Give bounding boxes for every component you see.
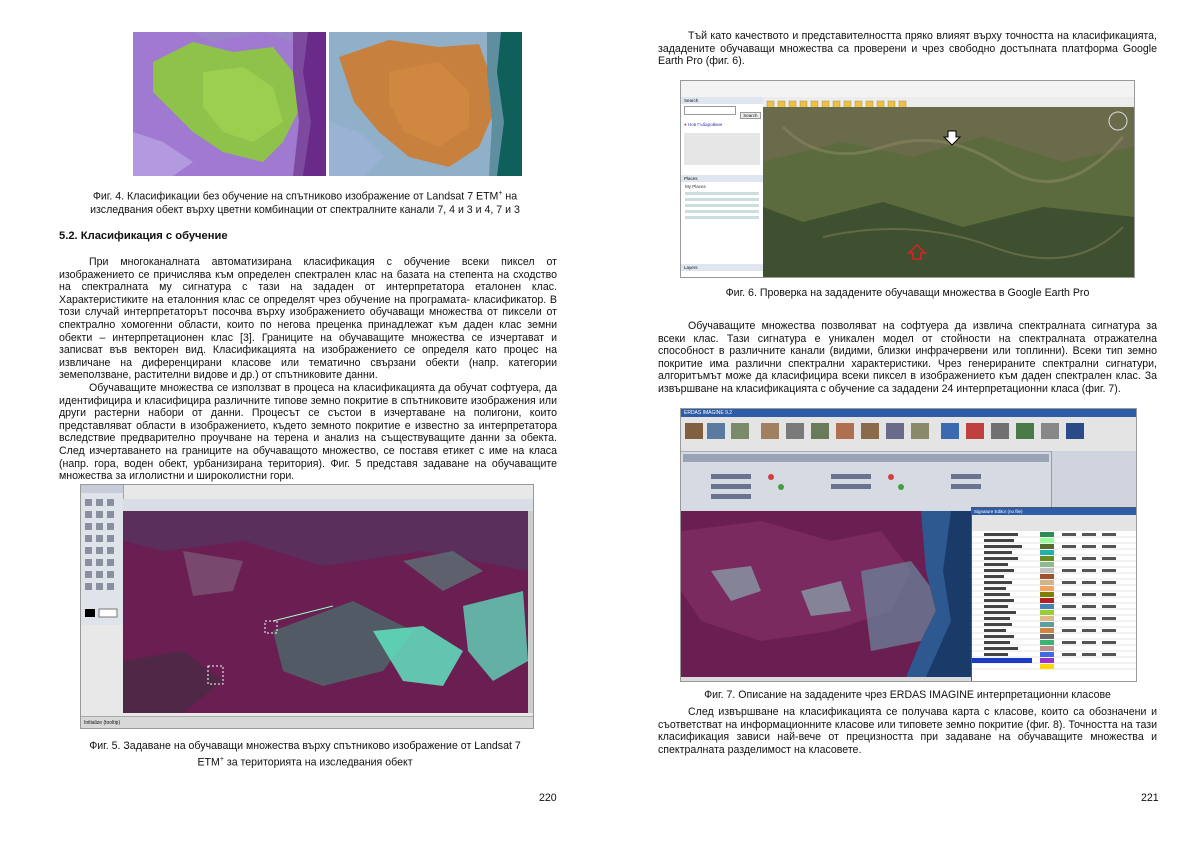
search-header: Search bbox=[681, 97, 763, 104]
figure-7-screenshot bbox=[680, 408, 1137, 682]
erdas-toolbar[interactable] bbox=[681, 417, 1136, 451]
signature-editor[interactable] bbox=[971, 507, 1137, 682]
intro-paragraph bbox=[658, 30, 1157, 68]
viewer-toolbars[interactable] bbox=[681, 451, 1051, 512]
status-bar bbox=[81, 716, 533, 728]
body-text-left bbox=[59, 256, 557, 483]
location-pin-icon: ● bbox=[684, 122, 687, 127]
figure-4-image-left bbox=[133, 32, 326, 176]
classification-orange-blue bbox=[329, 32, 522, 176]
google-earth-3d-view[interactable] bbox=[763, 107, 1134, 277]
search-field[interactable] bbox=[684, 106, 736, 115]
google-earth-sidebar bbox=[681, 97, 764, 277]
figure-7-caption: Фиг. 7. Описание на зададените чрез ERDAS IMAGINE интерпретационни класове bbox=[704, 689, 1111, 701]
place-item[interactable]: Нов Гъбаройкин bbox=[687, 122, 723, 127]
paragraph: Обучаващите множества позволяват на софтуера да извлича спектралната сигнатура за всеки клас. Тази сигнатура е уникален модел от стойности на спектралната отражателна способност в различните канали (видими, близки инфрачервени или топлинни). Всеки тип земно покритие има различни спектрални характеристики. Чрез генерираните спектрални сигнатури, алгоритъмът може да класифицира всеки пиксел в изображението към даден спектрален клас. За извършване на класификацията с обучение са зададени 24 интерпретационни класа (фиг. 7). bbox=[658, 320, 1157, 395]
google-earth-toolbar[interactable] bbox=[763, 97, 1134, 107]
status-text: Initialize (tooltip) bbox=[84, 720, 121, 726]
figure-5-caption: Фиг. 5. Задаване на обучаващи множества върху спътниково изображение от Landsat 7 ETM+ за територията на изследвания обект bbox=[89, 740, 521, 769]
body-text-right bbox=[658, 320, 1157, 396]
satellite-image-fig5 bbox=[123, 511, 528, 713]
erdas-titlebar bbox=[681, 409, 1136, 417]
right-page bbox=[600, 0, 1200, 849]
places-header: Places bbox=[681, 175, 763, 182]
closing-paragraph bbox=[658, 706, 1157, 756]
paragraph: След извършване на класификацията се получава карта с класове, които са обозначени и съответстват на информационните класове или типовете земно покритие (фиг. 8). Точността на тази класификация зависи най-вече от прецизността при задаване на обучаващите множества и спектралната разделимост на класовете. bbox=[658, 706, 1157, 756]
paragraph: Тъй като качеството и представителността пряко влияят върху точността на класификацията, зададените обучаващи множества са проверени и чрез свободно достъпната платформа Google Earth Pro (фиг. 6). bbox=[658, 30, 1157, 68]
paragraph: Обучаващите множества се използват в процеса на класификацията да обучат софтуера, да идентифицира и класифицира различните типове земно покритие в спътниковите изображения или други растерни набори от данни. Процесът се състои в изчертаване на полигони, които представляват области в изображението, където земното покритие е известно за интерпретатора вследствие предварително проучване на терена и анализ на съществуващите данни за обекта. След изчертаването на границите на обучаващото множество, се поставя етикет с име на класа (напр. гора, воден обект, урбанизирана територия). Фиг. 5 представя задаване на обучаващите множества за иглолистни и широколистни гори. bbox=[59, 381, 557, 483]
section-heading: 5.2. Класификация с обучение bbox=[59, 230, 228, 242]
erdas-side-panel[interactable] bbox=[1051, 451, 1137, 507]
map-preview bbox=[684, 133, 760, 165]
scrollbar[interactable] bbox=[528, 511, 533, 713]
tool-palette bbox=[81, 485, 124, 625]
search-button[interactable]: Search bbox=[740, 112, 760, 119]
figure-6-caption: Фиг. 6. Проверка на зададените обучаващи множества в Google Earth Pro bbox=[725, 287, 1090, 299]
satellite-image-fig7 bbox=[681, 511, 971, 677]
window-title: ERDAS IMAGINE 9.2 bbox=[684, 410, 733, 416]
google-earth-menubar bbox=[681, 81, 1134, 98]
places-tree[interactable] bbox=[681, 182, 763, 224]
page-number: 220 bbox=[539, 792, 557, 804]
figure-5-screenshot bbox=[80, 484, 534, 729]
search-result[interactable] bbox=[681, 119, 763, 130]
classification-purple-green bbox=[133, 32, 326, 176]
my-places-item[interactable]: My Places bbox=[685, 184, 706, 189]
figure-6-screenshot bbox=[680, 80, 1135, 278]
signature-editor-title: Signature Editor (no file) bbox=[972, 508, 1137, 515]
tool-icons[interactable] bbox=[81, 485, 123, 625]
paragraph: При многоканалната автоматизирана класификация с обучение всеки пиксел от изображението се причислява към определен спектрален клас на базата на степента на сходство на спектралната му сигнатура с тази на зададен от интерпретатора еталонен клас. Характеристиките на еталонния клас се определят чрез обучение на програмата- класификатор. В този случай интерпретаторът посочва върху изображението обучаващи множества от пиксели от спектрално хомогенни области, които по негова преценка принадлежат към даден клас земни обекти – интерпретационен клас [3]. Границите на обучаващите множества се изчертават и записват във векторен вид. Класификацията на изображението се определя като процес на извличане на диференцирани класове или тематично свързани обекти (напр. категории земеползване, растителни видове и др.) от спътниковите данни. bbox=[59, 256, 557, 382]
layers-header: Layers bbox=[681, 264, 763, 271]
figure-4-image-right bbox=[329, 32, 522, 176]
figure-4-caption: Фиг. 4. Класификации без обучение на спътниково изображение от Landsat 7 ETM+ на изследвания обект върху цветни комбинации от спектралните канали 7, 4 и 3 и 4, 7 и 3 bbox=[90, 190, 520, 216]
page-number: 221 bbox=[1141, 792, 1159, 804]
signature-table[interactable] bbox=[972, 515, 1137, 682]
